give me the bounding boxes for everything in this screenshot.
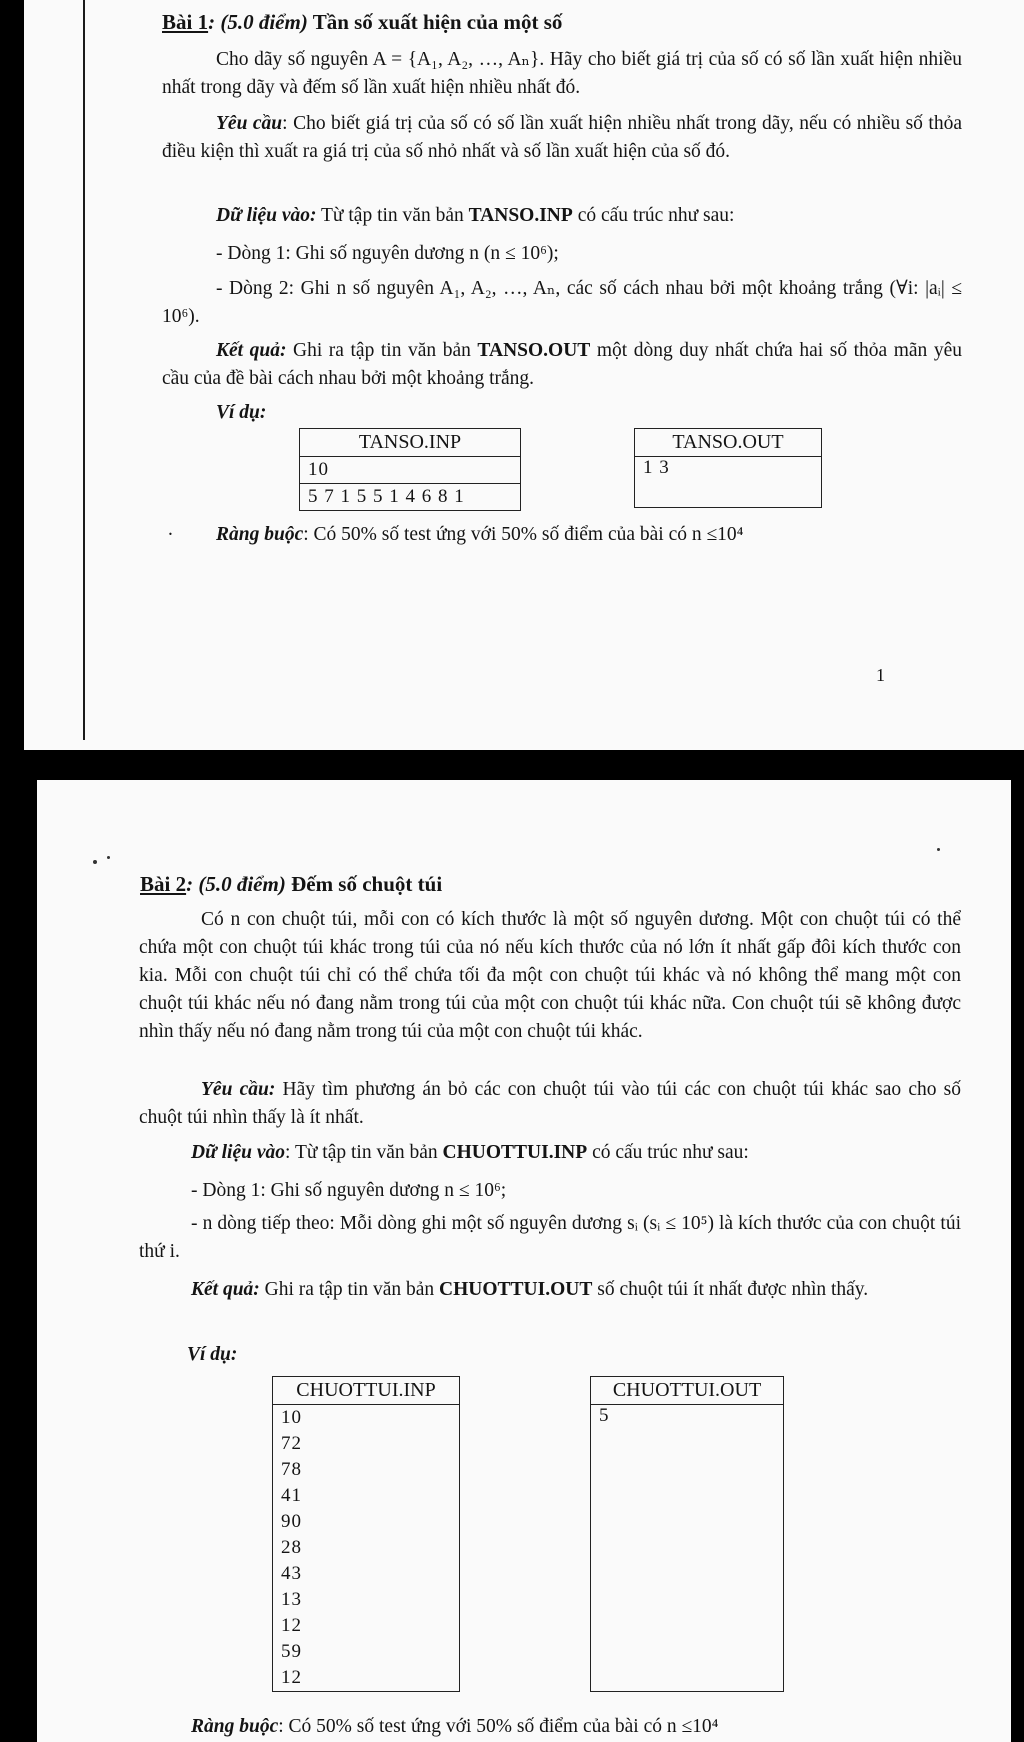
tanso-out-row: 1 3: [635, 457, 822, 508]
chuottui-inp-row: 10: [273, 1405, 460, 1432]
problem-1-bullet: .: [168, 519, 173, 540]
document-page-2: [37, 780, 1011, 1742]
chuottui-inp-row: 13: [273, 1587, 460, 1613]
tanso-out-table: [634, 428, 822, 508]
chuottui-inp-table: [272, 1376, 460, 1692]
chuottui-out-header: CHUOTTUI.OUT: [591, 1377, 784, 1405]
chuottui-inp-row: 12: [273, 1613, 460, 1639]
problem-1-points: : (5.0 điểm): [208, 10, 308, 34]
problem-2-requirement: Yêu cầu: Hãy tìm phương án bỏ các con chuột túi vào túi các con chuột túi khác sao cho số chuột túi nhìn thấy là ít nhất.: [139, 1079, 962, 1128]
problem-1-input-line-1: - Dòng 1: Ghi số nguyên dương n (n ≤ 10⁶);: [216, 243, 559, 264]
problem-2-constraint: Ràng buộc: Có 50% số test ứng với 50% số điểm của bài có n ≤10⁴: [191, 1716, 719, 1737]
problem-2-title: [140, 872, 442, 897]
tanso-inp-header: TANSO.INP: [300, 429, 521, 457]
problem-2-name: Đếm số chuột túi: [285, 872, 443, 896]
scan-speck: [107, 856, 110, 859]
problem-2-output-desc: Kết quả: Ghi ra tập tin văn bản CHUOTTUI.OUT số chuột túi ít nhất được nhìn thấy.: [191, 1279, 869, 1300]
margin-line: [83, 0, 85, 740]
problem-2-input-line-2: - n dòng tiếp theo: Mỗi dòng ghi một số nguyên dương sᵢ (sᵢ ≤ 10⁵) là kích thước của con chuột túi thứ i.: [139, 1213, 961, 1262]
problem-2-input-file: CHUOTTUI.INP: [442, 1142, 588, 1163]
tanso-inp-row: 10: [300, 457, 521, 484]
problem-1-intro: Cho dãy số nguyên A = {A₁, A₂, …, Aₙ}. Hãy cho biết giá trị của số có số lần xuất hiện nhiều nhất trong dãy và đếm số lần xuất hiện nhiều nhất đó.: [162, 49, 962, 98]
chuottui-inp-row: 59: [273, 1639, 460, 1665]
problem-2-example-label: Ví dụ:: [187, 1344, 238, 1365]
chuottui-inp-row: 90: [273, 1509, 460, 1535]
chuottui-inp-row: 12: [273, 1665, 460, 1692]
scan-speck: [93, 860, 97, 864]
scan-speck: [937, 848, 940, 851]
problem-2-intro: Có n con chuột túi, mỗi con có kích thước là một số nguyên dương. Một con chuột túi có thể chứa một con chuột túi khác trong túi của nó nếu kích thước của nó lớn ít nhất gấp đôi kích thước con kia. Mỗi con chuột túi chỉ có thể chứa tối đa một con chuột túi khác và nó không thể mang một con chuột túi khác nếu nó đang nằm trong túi của một con chuột túi khác nữa. Con chuột túi sẽ không được nhìn thấy nếu nó đang nằm trong túi của một con chuột túi khác.: [139, 909, 961, 1042]
chuottui-inp-row: 78: [273, 1457, 460, 1483]
problem-1-input-file: TANSO.INP: [468, 205, 573, 226]
tanso-inp-row: 5 7 1 5 5 1 4 6 8 1: [300, 484, 521, 511]
problem-1-title: [162, 10, 562, 35]
chuottui-inp-row: 72: [273, 1431, 460, 1457]
chuottui-inp-row: 43: [273, 1561, 460, 1587]
problem-1-requirement: Yêu cầu: Cho biết giá trị của số có số lần xuất hiện nhiều nhất trong dãy, nếu có nhiều số thỏa điều kiện thì xuất ra giá trị của số nhỏ nhất và số lần xuất hiện của số đó.: [162, 113, 962, 162]
problem-1-constraint: Ràng buộc: Có 50% số test ứng với 50% số điểm của bài có n ≤10⁴: [216, 524, 744, 545]
problem-1-input-desc: Dữ liệu vào: Từ tập tin văn bản TANSO.INP có cấu trúc như sau:: [216, 205, 735, 226]
problem-1-output-desc: Kết quả: Ghi ra tập tin văn bản TANSO.OUT một dòng duy nhất chứa hai số thỏa mãn yêu cầu của đề bài cách nhau bởi một khoảng trắng.: [162, 340, 963, 389]
problem-2-input-line-1: - Dòng 1: Ghi số nguyên dương n ≤ 10⁶;: [191, 1180, 507, 1201]
problem-2-label: Bài 2: [140, 872, 187, 896]
page-number: 1: [876, 665, 885, 685]
chuottui-out-table: [590, 1376, 784, 1692]
tanso-inp-table: [299, 428, 521, 511]
chuottui-inp-row: 41: [273, 1483, 460, 1509]
problem-2-points: : (5.0 điểm): [186, 872, 286, 896]
chuottui-out-row: 5: [591, 1405, 784, 1692]
chuottui-inp-header: CHUOTTUI.INP: [273, 1377, 460, 1405]
tanso-out-header: TANSO.OUT: [635, 429, 822, 457]
problem-1-example-label: Ví dụ:: [216, 402, 267, 423]
problem-1-name: Tần số xuất hiện của một số: [307, 10, 563, 34]
problem-1-output-file: TANSO.OUT: [477, 340, 591, 361]
problem-2-input-desc: Dữ liệu vào: Từ tập tin văn bản CHUOTTUI.INP có cấu trúc như sau:: [191, 1142, 749, 1163]
problem-1-label: Bài 1: [162, 10, 209, 34]
problem-1-input-line-2: - Dòng 2: Ghi n số nguyên A₁, A₂, …, Aₙ, các số cách nhau bởi một khoảng trắng (∀i: |aᵢ| ≤ 10⁶).: [162, 278, 962, 327]
document-page-1: [24, 0, 1024, 750]
chuottui-inp-row: 28: [273, 1535, 460, 1561]
problem-2-output-file: CHUOTTUI.OUT: [439, 1279, 593, 1300]
